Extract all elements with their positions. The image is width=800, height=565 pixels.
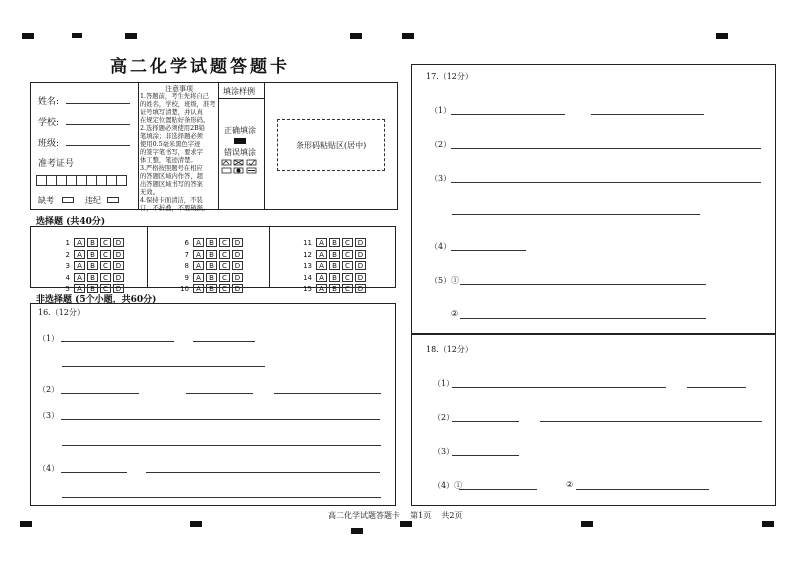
mc-option-bubble[interactable]: D xyxy=(355,284,366,293)
notice-line: 订，不折叠，不要破损。 xyxy=(140,205,210,212)
mc-option-bubble[interactable]: A xyxy=(193,273,204,282)
correct-fill-sample xyxy=(234,138,246,144)
notice-line: 体工整，笔迹清楚。 xyxy=(140,157,197,164)
q16-answer-line[interactable] xyxy=(193,341,255,342)
mc-question-row xyxy=(298,265,368,282)
notice-line: 的答题区域内作答，超 xyxy=(140,173,203,180)
mc-question-number: 11 xyxy=(303,239,312,247)
page-title: 高二化学试题答题卡 xyxy=(110,57,290,77)
barcode-label: 条形码粘贴区(居中) xyxy=(296,141,367,150)
school-field[interactable] xyxy=(66,124,130,125)
q16-label-3: （3） xyxy=(38,411,60,420)
mc-question-number: 4 xyxy=(65,273,70,282)
q17-title: 17.（12分） xyxy=(426,72,473,81)
mc-option-bubble[interactable]: B xyxy=(329,261,340,270)
mc-option-bubble[interactable]: B xyxy=(87,284,98,293)
mc-question-number: 3 xyxy=(65,262,70,270)
violation-checkbox[interactable] xyxy=(107,197,119,203)
q16-label-4: （4） xyxy=(38,464,60,473)
registration-mark xyxy=(350,33,362,39)
mc-question-number: 6 xyxy=(184,239,189,247)
mc-option-bubble[interactable]: B xyxy=(329,238,340,247)
q18-answer-line[interactable] xyxy=(540,421,762,422)
notice-line: 无效。 xyxy=(140,189,159,196)
q17-answer-line[interactable] xyxy=(451,148,761,149)
mc-option-bubble[interactable]: D xyxy=(232,238,243,247)
page-footer: 高二化学试题答题卡 第1页 共2页 xyxy=(328,511,463,520)
mc-option-bubble[interactable]: C xyxy=(219,273,230,282)
q16-answer-line[interactable] xyxy=(62,366,265,367)
mc-question-row xyxy=(175,265,245,282)
mc-option-bubble[interactable]: B xyxy=(329,273,340,282)
mc-question-row xyxy=(298,242,368,259)
mc-option-bubble[interactable]: A xyxy=(316,250,327,259)
q18-label-1: （1） xyxy=(433,379,455,388)
mc-option-bubble[interactable]: C xyxy=(342,261,353,270)
mc-option-bubble[interactable]: D xyxy=(232,284,243,293)
mc-question-row xyxy=(56,242,126,259)
mc-option-bubble[interactable]: B xyxy=(87,250,98,259)
mc-option-bubble[interactable]: B xyxy=(206,273,217,282)
notice-line: 3.严格按照题号在相应 xyxy=(140,165,203,172)
notice-section xyxy=(140,85,218,213)
q16-box xyxy=(30,303,396,506)
mc-option-bubble[interactable]: A xyxy=(74,261,85,270)
registration-mark xyxy=(400,521,412,527)
name-field[interactable] xyxy=(66,103,130,104)
q17-answer-line[interactable] xyxy=(451,250,526,251)
mc-option-bubble[interactable]: A xyxy=(193,284,204,293)
mc-option-bubble[interactable]: A xyxy=(193,238,204,247)
mc-option-bubble[interactable]: D xyxy=(232,273,243,282)
notice-line: 在规定位置贴好条形码。 xyxy=(140,117,210,124)
mc-option-bubble[interactable]: D xyxy=(355,273,366,282)
wrong-fill-samples xyxy=(221,159,263,179)
mc-option-bubble[interactable]: C xyxy=(100,250,111,259)
mc-question-number: 12 xyxy=(303,250,312,259)
registration-mark xyxy=(72,33,82,38)
q17-label-4: （4） xyxy=(430,242,452,251)
mc-question-row xyxy=(56,250,126,270)
q18-label-5: ② xyxy=(566,480,574,489)
fill-sample-heading: 填涂样例 xyxy=(223,87,255,96)
mc-option-bubble[interactable]: A xyxy=(74,284,85,293)
mc-option-bubble[interactable]: C xyxy=(100,273,111,282)
mc-question-row xyxy=(175,242,245,259)
mc-option-bubble[interactable]: A xyxy=(316,273,327,282)
mc-option-bubble[interactable]: A xyxy=(316,261,327,270)
registration-mark xyxy=(581,521,593,527)
mc-option-bubble[interactable]: B xyxy=(87,261,98,270)
mc-option-bubble[interactable]: C xyxy=(219,238,230,247)
mc-section-title: 选择题 (共40分) xyxy=(36,217,106,227)
q16-answer-line[interactable] xyxy=(61,472,127,473)
mc-option-bubble[interactable]: B xyxy=(206,250,217,259)
mc-option-bubble[interactable]: A xyxy=(316,238,327,247)
q16-answer-line[interactable] xyxy=(146,472,380,473)
mc-question-number: 1 xyxy=(65,239,70,247)
q17-label-2: （2） xyxy=(430,140,452,149)
q18-label-4: （4）① xyxy=(433,481,463,490)
q17-answer-line[interactable] xyxy=(451,114,565,115)
mc-option-bubble[interactable]: C xyxy=(219,261,230,270)
mc-option-bubble[interactable]: C xyxy=(342,273,353,282)
q18-answer-line[interactable] xyxy=(452,387,666,388)
mc-question-number: 9 xyxy=(184,273,189,282)
q17-answer-line[interactable] xyxy=(460,284,706,285)
mc-option-bubble[interactable]: C xyxy=(219,284,230,293)
q17-answer-line[interactable] xyxy=(452,214,700,215)
mc-question-row xyxy=(56,230,126,247)
notice-line: 使用0.5毫米黑色字迹 xyxy=(140,141,201,148)
registration-mark xyxy=(402,33,414,39)
mc-option-bubble[interactable]: D xyxy=(355,261,366,270)
name-label: 姓名: xyxy=(38,97,60,107)
q18-label-3: （3） xyxy=(433,447,455,456)
notice-line: 4.保持卡面清洁，不装 xyxy=(140,197,203,204)
mc-question-number: 10 xyxy=(180,285,189,293)
mc-option-bubble[interactable]: C xyxy=(100,261,111,270)
violation-label: 违纪 xyxy=(85,196,101,205)
correct-fill-label: 正确填涂 xyxy=(224,126,256,135)
notice-line: 1.答题前，考生先将自己 xyxy=(140,93,209,100)
mc-option-bubble[interactable]: D xyxy=(232,250,243,259)
mc-question-number: 14 xyxy=(303,273,312,282)
mc-option-bubble[interactable]: B xyxy=(206,284,217,293)
notice-line: 2.选择题必须使用2B铅 xyxy=(140,125,206,132)
mc-question-row xyxy=(175,250,245,270)
registration-mark xyxy=(762,521,774,527)
mc-question-number: 13 xyxy=(303,262,312,270)
mc-question-number: 7 xyxy=(184,250,189,259)
q17-label-3: （3） xyxy=(430,174,452,183)
nonmc-section-title: 非选择题 (5个小题，共60分) xyxy=(36,295,157,305)
mc-question-row xyxy=(175,273,245,293)
school-label: 学校: xyxy=(38,118,60,128)
registration-mark xyxy=(716,33,728,39)
mc-option-bubble[interactable]: B xyxy=(329,284,340,293)
mc-option-bubble[interactable]: C xyxy=(219,250,230,259)
mc-option-bubble[interactable]: D xyxy=(113,273,124,282)
mc-question-row xyxy=(56,265,126,282)
mc-question-row xyxy=(175,230,245,247)
mc-option-bubble[interactable]: D xyxy=(232,261,243,270)
notice-line: 出答题区域书写的答案 xyxy=(140,181,203,188)
q18-answer-line[interactable] xyxy=(452,455,519,456)
q17-label-6: ② xyxy=(451,309,459,318)
registration-mark xyxy=(20,521,32,527)
q18-answer-line[interactable] xyxy=(576,489,709,490)
mc-option-bubble[interactable]: D xyxy=(113,238,124,247)
notice-line: 的姓名，学校，班级，准考 xyxy=(140,101,216,108)
absent-checkbox[interactable] xyxy=(62,197,74,203)
notice-line: 证号填写清楚，并认真 xyxy=(140,109,203,116)
q16-title: 16.（12分） xyxy=(38,308,85,317)
mc-question-row xyxy=(298,230,368,247)
q18-box xyxy=(411,334,776,506)
absent-label: 缺考 xyxy=(38,196,54,205)
q16-label-2: （2） xyxy=(38,385,60,394)
q17-box xyxy=(411,64,776,334)
mc-option-bubble[interactable]: D xyxy=(355,238,366,247)
wrong-fill-label: 错误填涂 xyxy=(224,148,256,157)
q16-answer-line[interactable] xyxy=(186,393,253,394)
mc-option-bubble[interactable]: B xyxy=(329,250,340,259)
q16-answer-line[interactable] xyxy=(62,497,381,498)
mc-question-number: 5 xyxy=(65,285,70,293)
q18-answer-line[interactable] xyxy=(687,387,746,388)
registration-mark xyxy=(351,528,363,534)
exam-id-boxes[interactable] xyxy=(36,171,126,190)
mc-question-number: 8 xyxy=(184,262,189,270)
q16-answer-line[interactable] xyxy=(61,419,380,420)
mc-option-bubble[interactable]: D xyxy=(113,250,124,259)
mc-option-bubble[interactable]: D xyxy=(113,261,124,270)
notice-line: 的签字笔书写，要求字 xyxy=(140,149,203,156)
q16-answer-line[interactable] xyxy=(274,393,381,394)
mc-question-number: 15 xyxy=(303,285,312,293)
q17-label-1: （1） xyxy=(430,106,452,115)
mc-option-bubble[interactable]: B xyxy=(87,238,98,247)
mc-option-bubble[interactable]: A xyxy=(193,261,204,270)
exam-id-label: 准考证号 xyxy=(38,159,75,169)
notice-line: 笔填涂；非选择题必须 xyxy=(140,133,203,140)
mc-option-bubble[interactable]: C xyxy=(342,238,353,247)
mc-option-bubble[interactable]: B xyxy=(87,273,98,282)
q18-label-2: （2） xyxy=(433,413,455,422)
class-field[interactable] xyxy=(66,145,130,146)
registration-mark xyxy=(125,33,137,39)
mc-question-row xyxy=(298,250,368,270)
mc-option-bubble[interactable]: C xyxy=(342,284,353,293)
mc-option-bubble[interactable]: D xyxy=(113,284,124,293)
q17-answer-line[interactable] xyxy=(451,182,761,183)
q16-answer-line[interactable] xyxy=(61,393,139,394)
mc-option-bubble[interactable]: C xyxy=(100,284,111,293)
q18-answer-line[interactable] xyxy=(459,489,537,490)
mc-question-row xyxy=(298,273,368,293)
mc-option-bubble[interactable]: C xyxy=(342,250,353,259)
q17-label-5: （5）① xyxy=(430,276,460,285)
mc-option-bubble[interactable]: C xyxy=(100,238,111,247)
mc-question-number: 2 xyxy=(65,250,70,259)
q17-answer-line[interactable] xyxy=(460,318,706,319)
mc-option-bubble[interactable]: A xyxy=(74,250,85,259)
mc-option-bubble[interactable]: A xyxy=(193,250,204,259)
registration-mark xyxy=(190,521,202,527)
notice-heading: 注意事项 xyxy=(165,85,193,93)
mc-question-row xyxy=(56,273,126,293)
q18-title: 18.（12分） xyxy=(426,345,473,354)
mc-option-bubble[interactable]: A xyxy=(74,238,85,247)
q16-answer-line[interactable] xyxy=(62,445,381,446)
mc-option-bubble[interactable]: D xyxy=(355,250,366,259)
mc-option-bubble[interactable]: B xyxy=(206,238,217,247)
q17-answer-line[interactable] xyxy=(591,114,704,115)
registration-mark xyxy=(22,33,34,39)
mc-option-bubble[interactable]: A xyxy=(74,273,85,282)
q16-label-1: （1） xyxy=(38,334,60,343)
q16-answer-line[interactable] xyxy=(61,341,174,342)
mc-option-bubble[interactable]: A xyxy=(316,284,327,293)
q18-answer-line[interactable] xyxy=(452,421,519,422)
class-label: 班级: xyxy=(38,139,60,149)
mc-option-bubble[interactable]: B xyxy=(206,261,217,270)
